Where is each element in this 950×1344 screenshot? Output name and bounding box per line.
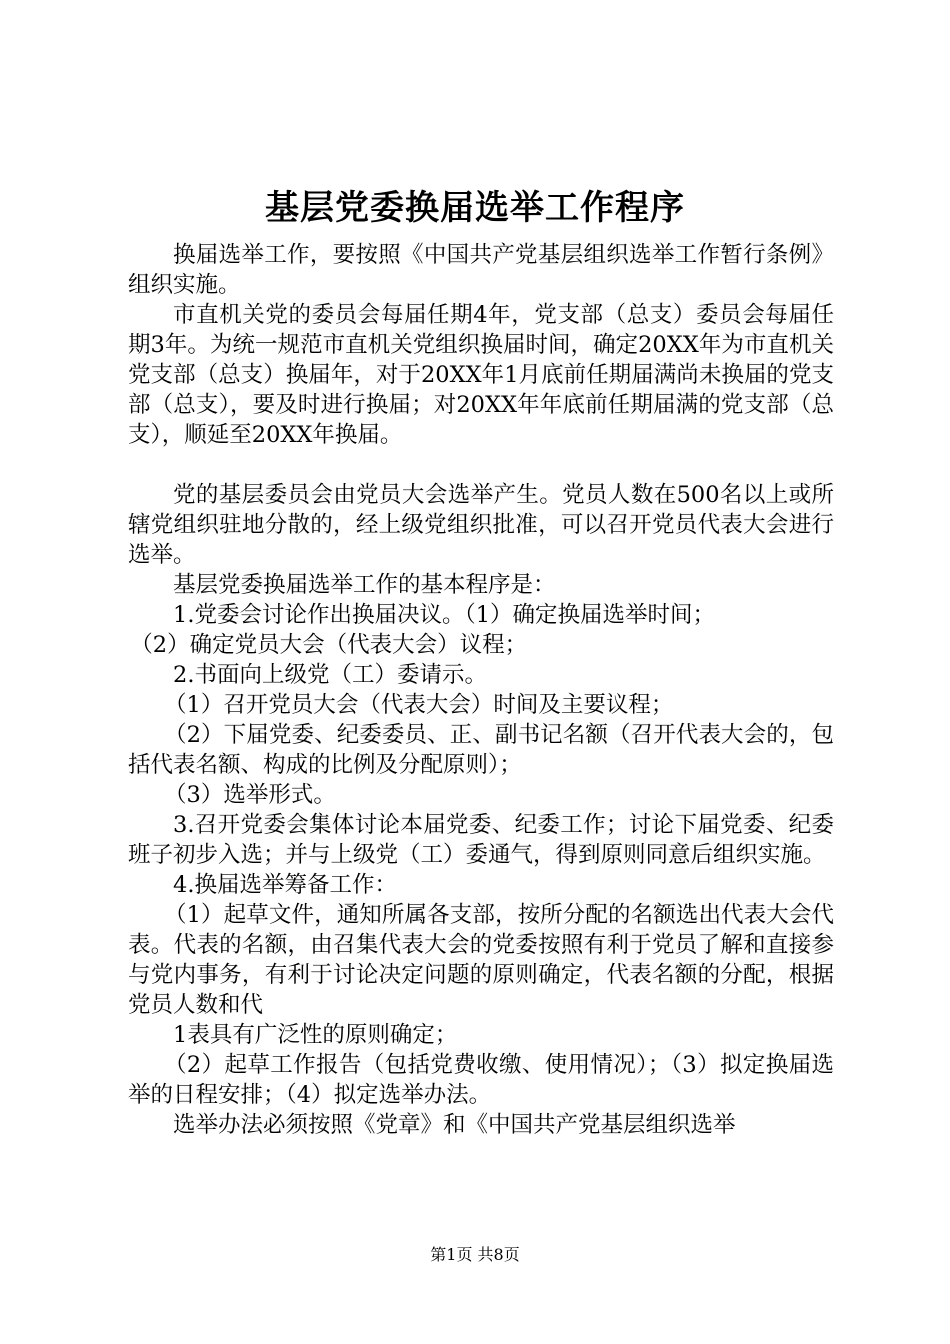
paragraph: 3.召开党委会集体讨论本届党委、纪委工作；讨论下届党委、纪委班子初步入选；并与上级党（工）委通气，得到原则同意后组织实施。	[128, 812, 834, 868]
paragraph: （2）确定党员大会（代表大会）议程；	[130, 632, 528, 658]
paragraph: （1）起草文件，通知所属各支部，按所分配的名额选出代表大会代表。代表的名额，由召集代表大会的党委按照有利于党员了解和直接参与党内事务，有利于讨论决定问题的原则确定，代表名额的分配，根据党员人数和代	[128, 902, 834, 1018]
paragraph: 1.党委会讨论作出换届决议。（1）确定换届选举时间；	[173, 602, 716, 628]
paragraph: （2）起草工作报告（包括党费收缴、使用情况）；（3）拟定换届选举的日程安排；（4）拟定选举办法。	[128, 1052, 834, 1108]
paragraph: 换届选举工作，要按照《中国共产党基层组织选举工作暂行条例》组织实施。	[128, 242, 834, 298]
paragraph: 党的基层委员会由党员大会选举产生。党员人数在500名以上或所辖党组织驻地分散的，经上级党组织批准，可以召开党员代表大会进行选举。	[128, 482, 834, 568]
paragraph: 2.书面向上级党（工）委请示。	[173, 662, 487, 688]
document-body	[128, 240, 834, 1140]
paragraph: 市直机关党的委员会每届任期4年，党支部（总支）委员会每届任期3年。为统一规范市直机关党组织换届时间，确定20XX年为市直机关党支部（总支）换届年，对于20XX年1月底前任期届满尚未换届的党支部（总支），要及时进行换届；对20XX年年底前任期届满的党支部（总支），顺延至20XX年换届。	[128, 302, 834, 448]
page-footer: 第1页 共8页	[430, 1245, 520, 1264]
paragraph: 4.换届选举筹备工作：	[173, 872, 397, 898]
document-title: 基层党委换届选举工作程序	[265, 188, 685, 228]
paragraph: （1）召开党员大会（代表大会）时间及主要议程；	[164, 692, 674, 718]
paragraph: 1表具有广泛性的原则确定；	[173, 1022, 458, 1048]
paragraph: 选举办法必须按照《党章》和《中国共产党基层组织选举	[173, 1112, 736, 1138]
paragraph: 基层党委换届选举工作的基本程序是：	[173, 572, 556, 598]
paragraph: （2）下届党委、纪委委员、正、副书记名额（召开代表大会的，包括代表名额、构成的比例及分配原则）；	[128, 722, 834, 778]
paragraph: （3）选举形式。	[164, 782, 336, 808]
